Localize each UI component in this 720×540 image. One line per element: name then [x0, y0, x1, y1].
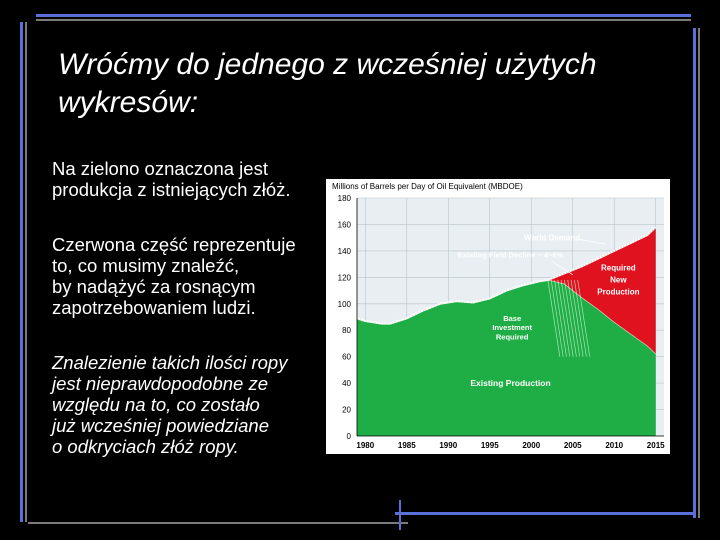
bottom-tick	[399, 500, 401, 530]
y-tick-label: 80	[342, 326, 351, 336]
y-tick-label: 60	[342, 352, 351, 362]
x-tick-label: 1990	[439, 441, 458, 450]
bottom-gray-bar	[28, 522, 408, 524]
x-tick-label: 2010	[605, 441, 624, 450]
top-blue-bar	[36, 14, 691, 17]
bottom-blue-bar	[395, 512, 695, 515]
annotation-new: New	[610, 275, 627, 285]
y-tick-label: 120	[337, 273, 351, 283]
chart-svg	[326, 179, 670, 454]
chart-title: Millions of Barrels per Day of Oil Equivalent (MBDOE)	[332, 182, 523, 191]
y-tick-label: 100	[337, 299, 351, 309]
right-gray-bar	[698, 28, 700, 518]
left-gray-bar	[25, 22, 27, 522]
y-tick-label: 160	[337, 220, 351, 230]
x-tick-label: 1995	[480, 441, 499, 450]
annotation-production: Production	[597, 287, 640, 297]
x-tick-label: 1985	[397, 441, 416, 450]
top-gray-bar	[36, 19, 691, 21]
x-tick-label: 2000	[522, 441, 541, 450]
annotation-required-base: Required	[495, 332, 529, 342]
left-blue-bar	[20, 22, 23, 522]
paragraph-unlikely: Znalezienie takich ilości ropy jest nieprawdopodobne ze względu na to, co zostało już wcześniej powiedziane o odkryciach złóż ropy.	[52, 352, 288, 457]
annotation-base: Base	[503, 313, 522, 323]
annotation-investment: Investment	[492, 323, 532, 333]
paragraph-red-info: Czerwona część reprezentuje to, co musimy znaleźć, by nadążyć za rosnącym zapotrzebowaniem ludzi.	[52, 234, 296, 318]
y-tick-label: 0	[346, 432, 351, 441]
y-tick-label: 140	[337, 246, 351, 256]
annotation-required: Required	[601, 263, 636, 273]
annotation-world-demand: World Demand	[523, 233, 581, 243]
x-tick-label: 1980	[356, 441, 375, 450]
slide-title: Wróćmy do jednego z wcześniej użytych wykresów:	[58, 48, 597, 119]
y-tick-label: 40	[342, 379, 351, 389]
paragraph-green-info: Na zielono oznaczona jest produkcja z istniejących złóż.	[52, 158, 291, 200]
annotation-field-decline: Existing Field Decline ~ 4~6%	[457, 250, 564, 260]
oil-production-chart	[326, 179, 670, 454]
x-tick-label: 2015	[646, 441, 665, 450]
annotation-existing-production: Existing Production	[470, 377, 551, 388]
y-tick-label: 180	[337, 194, 351, 203]
y-tick-label: 20	[342, 405, 351, 415]
x-tick-label: 2005	[563, 441, 582, 450]
